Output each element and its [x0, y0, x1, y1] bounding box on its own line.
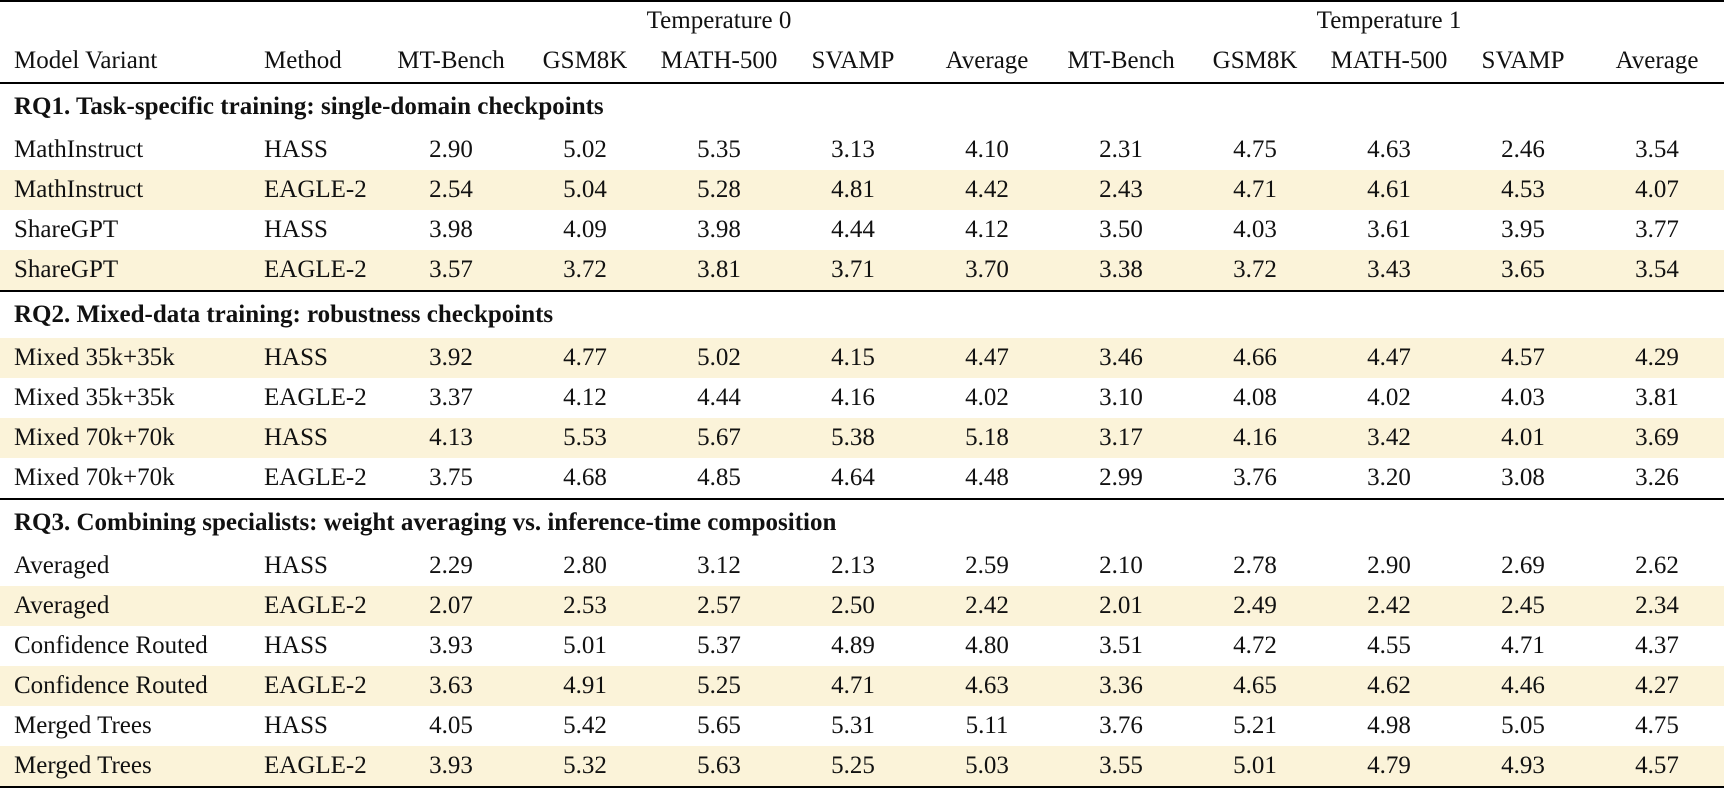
- score-cell: 3.98: [429, 216, 473, 243]
- score-cell: 3.17: [1099, 424, 1143, 451]
- score-cell: 4.08: [1233, 384, 1277, 411]
- score-cell: 4.44: [697, 384, 741, 411]
- score-cell: 2.10: [1099, 552, 1143, 579]
- score-cell: 3.92: [429, 344, 473, 371]
- column-header-model-variant: Model Variant: [0, 40, 250, 83]
- score-cell: 3.13: [831, 136, 875, 163]
- method-cell: HASS: [264, 712, 328, 739]
- score-cell: 5.25: [831, 752, 875, 779]
- score-cell: 4.13: [429, 424, 473, 451]
- score-cell: 4.05: [429, 712, 473, 739]
- group-header-spacer: [0, 1, 384, 40]
- score-cell: 3.93: [429, 632, 473, 659]
- score-cell: 4.47: [1367, 344, 1411, 371]
- score-cell: 5.18: [965, 424, 1009, 451]
- score-cell: 2.45: [1501, 592, 1545, 619]
- model-variant-cell: ShareGPT: [14, 256, 119, 283]
- score-cell: 4.07: [1635, 176, 1679, 203]
- column-header-mt-bench-t0: MT-Bench: [384, 40, 518, 83]
- score-cell: 4.61: [1367, 176, 1411, 203]
- score-cell: 5.28: [697, 176, 741, 203]
- score-cell: 3.93: [429, 752, 473, 779]
- score-cell: 4.12: [563, 384, 607, 411]
- score-cell: 3.54: [1635, 136, 1679, 163]
- score-cell: 3.36: [1099, 672, 1143, 699]
- score-cell: 5.11: [965, 712, 1009, 739]
- score-cell: 4.09: [563, 216, 607, 243]
- score-cell: 4.47: [965, 344, 1009, 371]
- score-cell: 5.02: [697, 344, 741, 371]
- column-header-mt-bench-t1: MT-Bench: [1054, 40, 1188, 83]
- model-variant-cell: Merged Trees: [14, 752, 152, 779]
- model-variant-cell: Confidence Routed: [14, 632, 208, 659]
- score-cell: 5.21: [1233, 712, 1277, 739]
- score-cell: 4.16: [831, 384, 875, 411]
- table-row: [0, 458, 1724, 499]
- score-cell: 5.32: [563, 752, 607, 779]
- score-cell: 4.98: [1367, 712, 1411, 739]
- score-cell: 2.29: [429, 552, 473, 579]
- section-header-row: [0, 499, 1724, 546]
- score-cell: 3.81: [1635, 384, 1679, 411]
- score-cell: 3.63: [429, 672, 473, 699]
- score-cell: 4.64: [831, 464, 875, 491]
- score-cell: 3.81: [697, 256, 741, 283]
- score-cell: 4.01: [1501, 424, 1545, 451]
- score-cell: 3.38: [1099, 256, 1143, 283]
- score-cell: 3.54: [1635, 256, 1679, 283]
- score-cell: 3.55: [1099, 752, 1143, 779]
- table-header: [0, 1, 1724, 83]
- score-cell: 4.75: [1233, 136, 1277, 163]
- score-cell: 2.62: [1635, 552, 1679, 579]
- score-cell: 3.26: [1635, 464, 1679, 491]
- score-cell: 2.57: [697, 592, 741, 619]
- column-header-math-500-t0: MATH-500: [652, 40, 786, 83]
- column-header-average-t0: Average: [920, 40, 1054, 83]
- score-cell: 4.55: [1367, 632, 1411, 659]
- score-cell: 3.76: [1233, 464, 1277, 491]
- score-cell: 5.01: [563, 632, 607, 659]
- score-cell: 4.72: [1233, 632, 1277, 659]
- score-cell: 3.37: [429, 384, 473, 411]
- table-row: [0, 378, 1724, 418]
- column-header-svamp-t0: SVAMP: [786, 40, 920, 83]
- score-cell: 4.68: [563, 464, 607, 491]
- score-cell: 4.85: [697, 464, 741, 491]
- score-cell: 3.98: [697, 216, 741, 243]
- table-row: [0, 666, 1724, 706]
- model-variant-cell: Mixed 70k+70k: [14, 464, 175, 491]
- score-cell: 3.42: [1367, 424, 1411, 451]
- score-cell: 3.46: [1099, 344, 1143, 371]
- model-variant-cell: Merged Trees: [14, 712, 152, 739]
- score-cell: 2.46: [1501, 136, 1545, 163]
- model-variant-cell: Averaged: [14, 552, 110, 579]
- score-cell: 4.02: [1367, 384, 1411, 411]
- score-cell: 2.07: [429, 592, 473, 619]
- score-cell: 4.42: [965, 176, 1009, 203]
- method-cell: EAGLE-2: [264, 256, 367, 283]
- table-row: [0, 130, 1724, 170]
- score-cell: 4.75: [1635, 712, 1679, 739]
- score-cell: 4.77: [563, 344, 607, 371]
- score-cell: 5.37: [697, 632, 741, 659]
- score-cell: 5.01: [1233, 752, 1277, 779]
- score-cell: 4.71: [1501, 632, 1545, 659]
- table-row: [0, 626, 1724, 666]
- model-variant-cell: Mixed 70k+70k: [14, 424, 175, 451]
- score-cell: 4.27: [1635, 672, 1679, 699]
- method-cell: HASS: [264, 424, 328, 451]
- score-cell: 2.80: [563, 552, 607, 579]
- table-row: [0, 418, 1724, 458]
- score-cell: 3.72: [1233, 256, 1277, 283]
- table-row: [0, 250, 1724, 291]
- score-cell: 3.20: [1367, 464, 1411, 491]
- score-cell: 4.71: [831, 672, 875, 699]
- table-row: [0, 746, 1724, 787]
- method-cell: HASS: [264, 552, 328, 579]
- score-cell: 4.03: [1501, 384, 1545, 411]
- column-header-math-500-t1: MATH-500: [1322, 40, 1456, 83]
- score-cell: 2.49: [1233, 592, 1277, 619]
- score-cell: 3.51: [1099, 632, 1143, 659]
- score-cell: 4.46: [1501, 672, 1545, 699]
- score-cell: 2.31: [1099, 136, 1143, 163]
- score-cell: 4.15: [831, 344, 875, 371]
- score-cell: 4.66: [1233, 344, 1277, 371]
- score-cell: 4.71: [1233, 176, 1277, 203]
- score-cell: 2.90: [429, 136, 473, 163]
- column-header-row: [0, 40, 1724, 83]
- column-header-gsm8k-t0: GSM8K: [518, 40, 652, 83]
- table-row: [0, 338, 1724, 378]
- score-cell: 5.42: [563, 712, 607, 739]
- score-cell: 4.65: [1233, 672, 1277, 699]
- table-row: [0, 210, 1724, 250]
- score-cell: 3.77: [1635, 216, 1679, 243]
- temperature-group-row: [0, 1, 1724, 40]
- table-row: [0, 170, 1724, 210]
- score-cell: 4.93: [1501, 752, 1545, 779]
- score-cell: 2.42: [1367, 592, 1411, 619]
- score-cell: 4.63: [965, 672, 1009, 699]
- score-cell: 3.65: [1501, 256, 1545, 283]
- score-cell: 4.80: [965, 632, 1009, 659]
- score-cell: 3.71: [831, 256, 875, 283]
- score-cell: 2.34: [1635, 592, 1679, 619]
- score-cell: 5.04: [563, 176, 607, 203]
- method-cell: EAGLE-2: [264, 464, 367, 491]
- score-cell: 2.43: [1099, 176, 1143, 203]
- score-cell: 3.43: [1367, 256, 1411, 283]
- score-cell: 2.78: [1233, 552, 1277, 579]
- model-variant-cell: MathInstruct: [14, 176, 144, 203]
- score-cell: 3.08: [1501, 464, 1545, 491]
- score-cell: 5.02: [563, 136, 607, 163]
- method-cell: EAGLE-2: [264, 752, 367, 779]
- score-cell: 4.57: [1501, 344, 1545, 371]
- score-cell: 2.53: [563, 592, 607, 619]
- score-cell: 3.69: [1635, 424, 1679, 451]
- score-cell: 2.42: [965, 592, 1009, 619]
- score-cell: 4.12: [965, 216, 1009, 243]
- model-variant-cell: ShareGPT: [14, 216, 119, 243]
- method-cell: EAGLE-2: [264, 384, 367, 411]
- score-cell: 5.53: [563, 424, 607, 451]
- score-cell: 4.03: [1233, 216, 1277, 243]
- score-cell: 2.13: [831, 552, 875, 579]
- score-cell: 3.12: [697, 552, 741, 579]
- method-cell: EAGLE-2: [264, 672, 367, 699]
- score-cell: 2.59: [965, 552, 1009, 579]
- score-cell: 4.79: [1367, 752, 1411, 779]
- score-cell: 3.70: [965, 256, 1009, 283]
- score-cell: 2.50: [831, 592, 875, 619]
- score-cell: 4.81: [831, 176, 875, 203]
- column-header-method: Method: [250, 40, 384, 83]
- score-cell: 2.90: [1367, 552, 1411, 579]
- score-cell: 3.50: [1099, 216, 1143, 243]
- score-cell: 3.72: [563, 256, 607, 283]
- score-cell: 4.53: [1501, 176, 1545, 203]
- score-cell: 4.02: [965, 384, 1009, 411]
- model-variant-cell: MathInstruct: [14, 136, 144, 163]
- score-cell: 5.63: [697, 752, 741, 779]
- score-cell: 5.25: [697, 672, 741, 699]
- score-cell: 5.35: [697, 136, 741, 163]
- table-body: [0, 83, 1724, 787]
- model-variant-cell: Averaged: [14, 592, 110, 619]
- column-header-svamp-t1: SVAMP: [1456, 40, 1590, 83]
- group-header-temperature-0: Temperature 0: [646, 7, 792, 34]
- score-cell: 4.89: [831, 632, 875, 659]
- table-row: [0, 546, 1724, 586]
- score-cell: 3.10: [1099, 384, 1143, 411]
- model-variant-cell: Mixed 35k+35k: [14, 384, 175, 411]
- section-title: RQ1. Task-specific training: single-domain checkpoints: [14, 93, 604, 120]
- score-cell: 4.57: [1635, 752, 1679, 779]
- score-cell: 3.57: [429, 256, 473, 283]
- score-cell: 4.37: [1635, 632, 1679, 659]
- group-header-temperature-1: Temperature 1: [1316, 7, 1462, 34]
- score-cell: 4.10: [965, 136, 1009, 163]
- score-cell: 4.62: [1367, 672, 1411, 699]
- model-variant-cell: Mixed 35k+35k: [14, 344, 175, 371]
- score-cell: 2.01: [1099, 592, 1143, 619]
- method-cell: HASS: [264, 344, 328, 371]
- score-cell: 3.75: [429, 464, 473, 491]
- score-cell: 5.03: [965, 752, 1009, 779]
- score-cell: 3.61: [1367, 216, 1411, 243]
- score-cell: 3.95: [1501, 216, 1545, 243]
- score-cell: 4.29: [1635, 344, 1679, 371]
- table-row: [0, 586, 1724, 626]
- score-cell: 3.76: [1099, 712, 1143, 739]
- score-cell: 5.31: [831, 712, 875, 739]
- score-cell: 4.44: [831, 216, 875, 243]
- section-header-row: [0, 291, 1724, 338]
- score-cell: 2.99: [1099, 464, 1143, 491]
- method-cell: EAGLE-2: [264, 176, 367, 203]
- section-header-row: [0, 83, 1724, 130]
- score-cell: 2.69: [1501, 552, 1545, 579]
- score-cell: 4.63: [1367, 136, 1411, 163]
- column-header-gsm8k-t1: GSM8K: [1188, 40, 1322, 83]
- method-cell: EAGLE-2: [264, 592, 367, 619]
- score-cell: 5.67: [697, 424, 741, 451]
- method-cell: HASS: [264, 216, 328, 243]
- score-cell: 4.16: [1233, 424, 1277, 451]
- table-row: [0, 706, 1724, 746]
- score-cell: 5.38: [831, 424, 875, 451]
- score-cell: 4.91: [563, 672, 607, 699]
- score-cell: 4.48: [965, 464, 1009, 491]
- section-title: RQ2. Mixed-data training: robustness checkpoints: [0, 291, 1724, 338]
- score-cell: 2.54: [429, 176, 473, 203]
- method-cell: HASS: [264, 632, 328, 659]
- score-cell: 5.65: [697, 712, 741, 739]
- method-cell: HASS: [264, 136, 328, 163]
- column-header-average-t1: Average: [1590, 40, 1724, 83]
- model-variant-cell: Confidence Routed: [14, 672, 208, 699]
- section-title: RQ3. Combining specialists: weight averaging vs. inference-time composition: [0, 499, 1724, 546]
- score-cell: 5.05: [1501, 712, 1545, 739]
